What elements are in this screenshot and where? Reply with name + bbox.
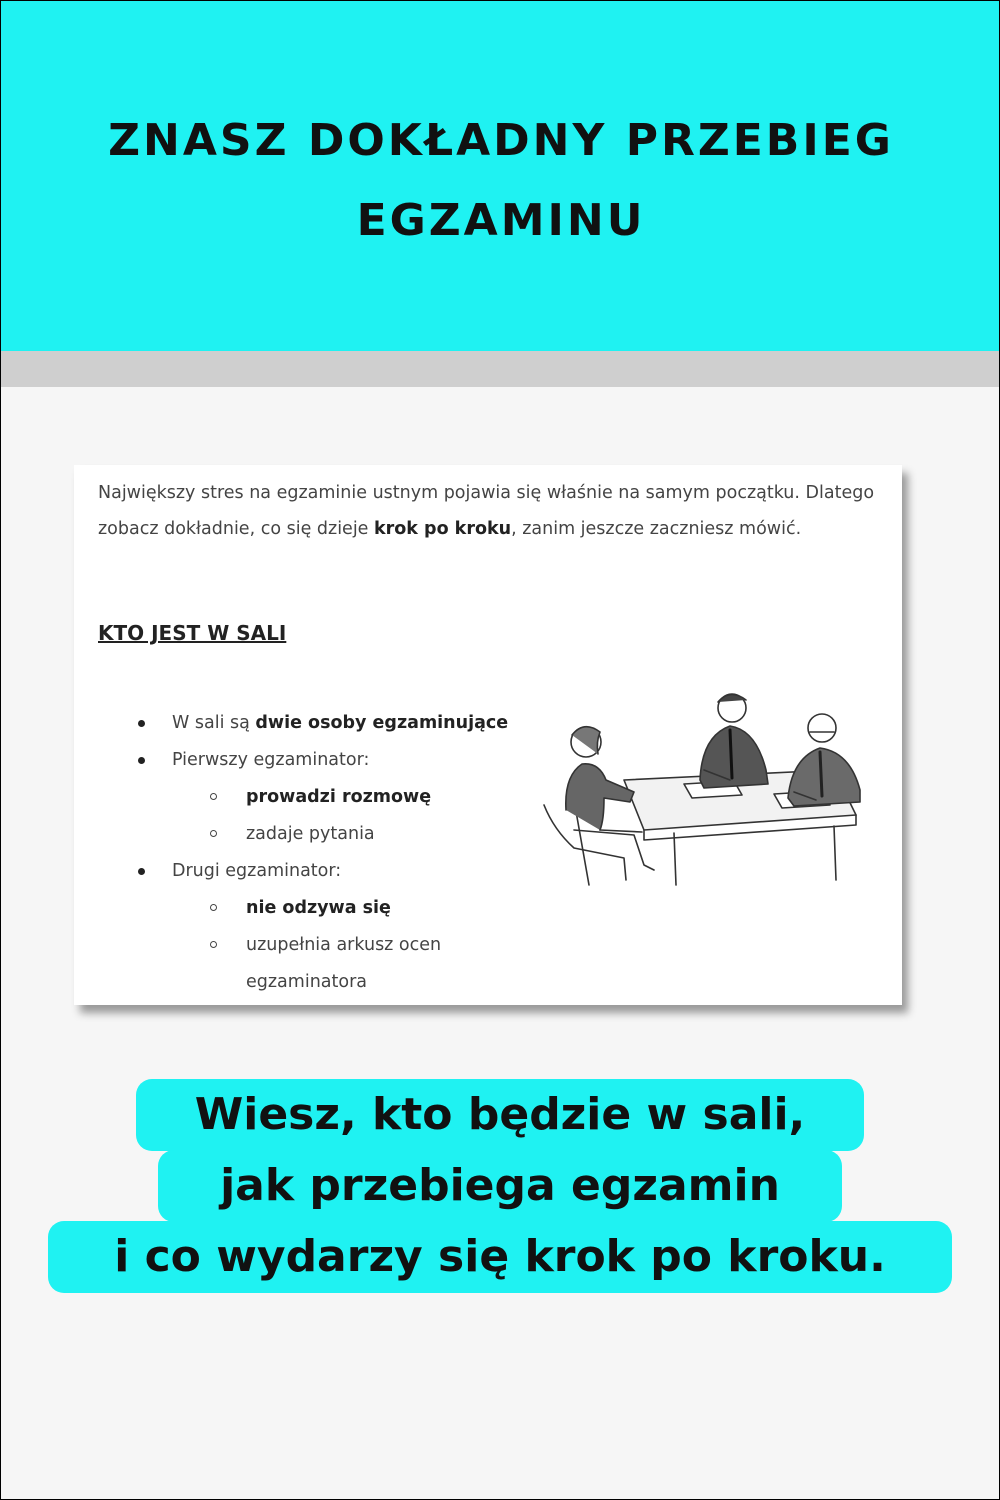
intro-text-2: , zanim jeszcze zaczniesz mówić. — [511, 519, 802, 539]
intro-paragraph — [98, 475, 878, 547]
list-item — [98, 853, 538, 890]
list-item-text: W sali są — [172, 713, 256, 733]
header-banner — [1, 1, 999, 351]
list-item-bold: dwie osoby egzaminujące — [255, 713, 509, 733]
caption-line-2: jak przebiega egzamin — [158, 1150, 842, 1222]
list-item-text: uzupełnia arkusz ocen egzaminatora — [246, 935, 442, 992]
list-item-text: Drugi egzaminator: — [172, 861, 342, 881]
bullet-icon — [138, 868, 145, 875]
list-item — [98, 705, 538, 742]
intro-bold: krok po kroku — [374, 519, 512, 539]
exam-illustration — [504, 680, 874, 890]
circle-bullet-icon — [210, 793, 217, 800]
bullet-icon — [138, 720, 145, 727]
list-subitem — [98, 890, 538, 927]
caption-line-1: Wiesz, kto będzie w sali, — [136, 1079, 864, 1151]
document-preview-card — [74, 465, 902, 1005]
list-subitem — [98, 927, 538, 1001]
page-title-line2: EGZAMINU — [356, 195, 646, 246]
circle-bullet-icon — [210, 941, 217, 948]
bullet-icon — [138, 757, 145, 764]
list-item-text: zadaje pytania — [246, 824, 375, 844]
page-title — [61, 101, 941, 261]
list-item-text: Pierwszy egzaminator: — [172, 750, 370, 770]
page-title-line1: ZNASZ DOKŁADNY PRZEBIEG — [108, 115, 894, 166]
circle-bullet-icon — [210, 904, 217, 911]
circle-bullet-icon — [210, 830, 217, 837]
list-item-bold: prowadzi rozmowę — [246, 787, 432, 807]
section-heading: KTO JEST W SALI — [98, 621, 287, 645]
list-subitem — [98, 779, 538, 816]
caption-line-3: i co wydarzy się krok po kroku. — [48, 1221, 952, 1293]
divider-band — [1, 351, 999, 387]
intro-text-1: Największy stres na egzaminie ustnym pojawia się właśnie na samym początku. Dlatego zobacz dokładnie, co się dzieje — [98, 483, 875, 539]
list-item — [98, 742, 538, 779]
bullet-list — [98, 705, 538, 1001]
list-subitem — [98, 816, 538, 853]
list-item-bold: nie odzywa się — [246, 898, 391, 918]
